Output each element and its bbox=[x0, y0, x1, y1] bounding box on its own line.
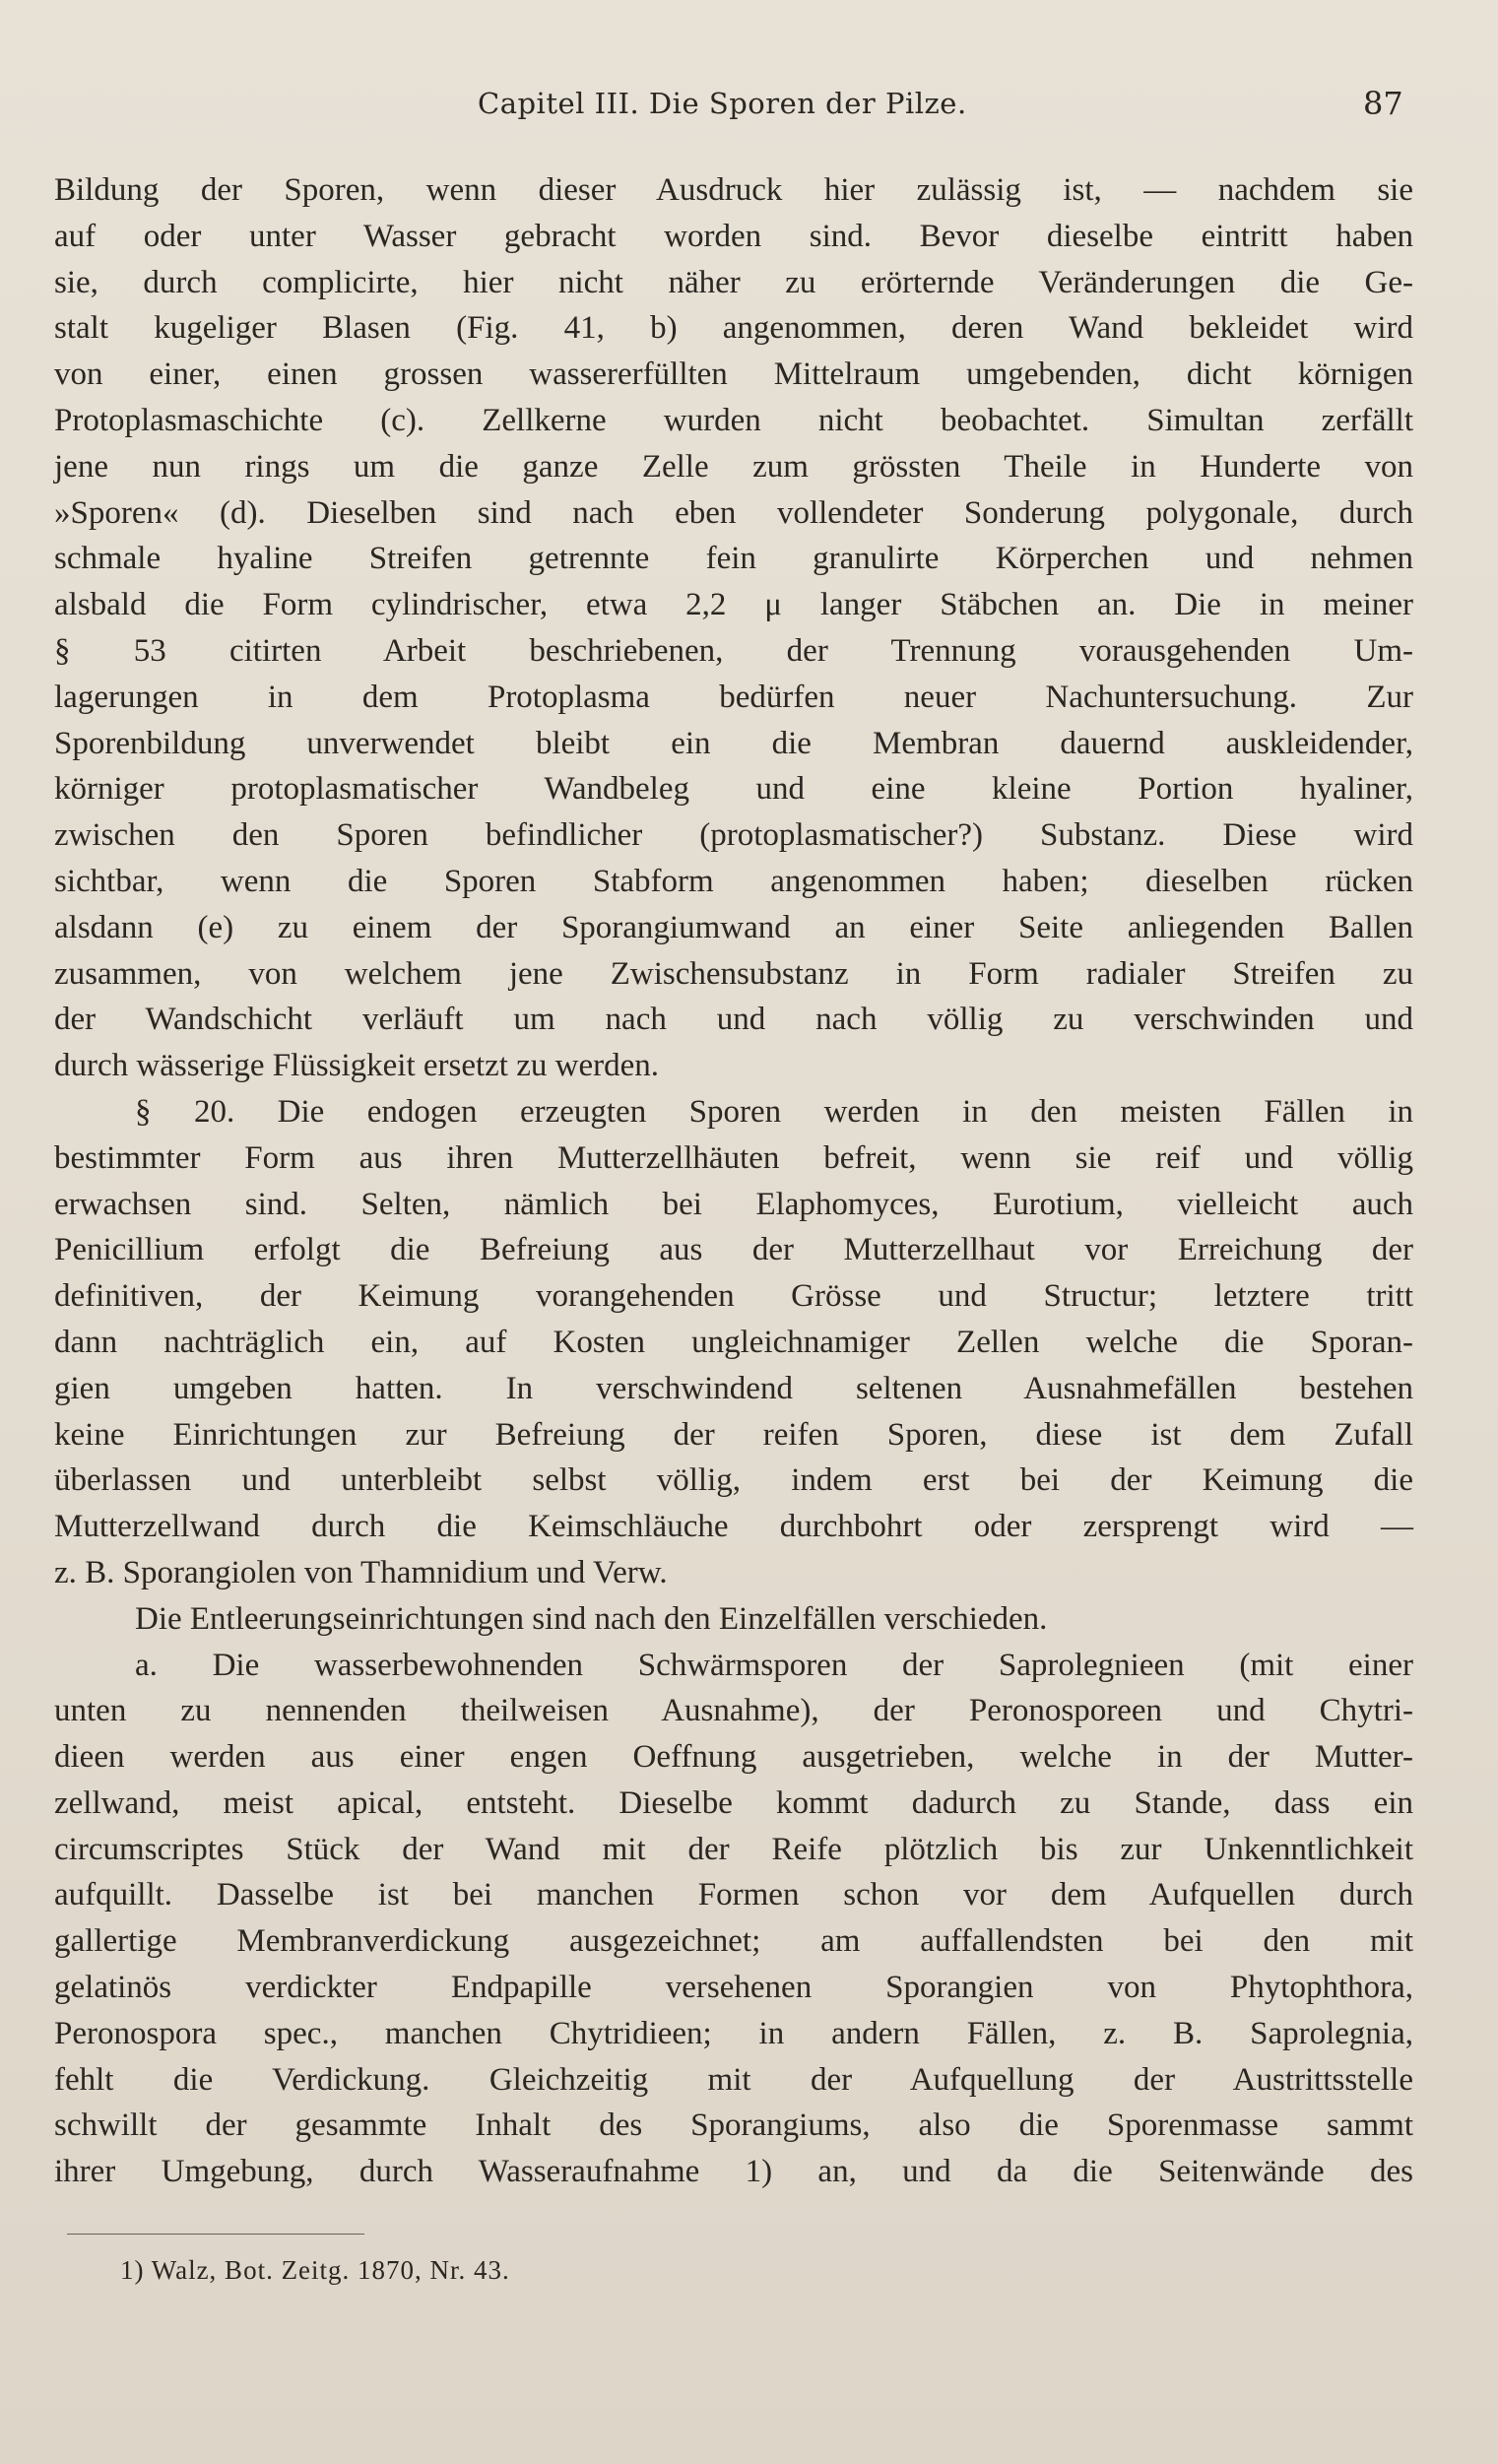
text-line: schmale hyaline Streifen getrennte fein granulirte Körperchen und nehmen bbox=[54, 541, 1413, 577]
text-line: Sporenbildung unverwendet bleibt ein die Membran dauernd auskleidender, bbox=[54, 725, 1413, 761]
page-number: 87 bbox=[1363, 85, 1403, 122]
footnote-text: Walz, Bot. Zeitg. 1870, Nr. 43. bbox=[151, 2255, 510, 2285]
text-line: Penicillium erfolgt die Befreiung aus der Mutterzellhaut vor Erreichung der bbox=[54, 1232, 1413, 1268]
text-line: erwachsen sind. Selten, nämlich bei Elaphomyces, Eurotium, vielleicht auch bbox=[54, 1186, 1413, 1222]
paragraph-line: a. Die wasserbewohnenden Schwärmsporen der Saprolegnieen (mit einer bbox=[135, 1647, 1413, 1683]
text-line: zellwand, meist apical, entsteht. Dieselbe kommt dadurch zu Stande, dass ein bbox=[54, 1784, 1413, 1821]
text-line: dieen werden aus einer engen Oeffnung ausgetrieben, welche in der Mutter- bbox=[54, 1739, 1413, 1776]
text-line: alsdann (e) zu einem der Sporangiumwand an einer Seite anliegenden Ballen bbox=[54, 909, 1413, 945]
text-line: der Wandschicht verläuft um nach und nach völlig zu verschwinden und bbox=[54, 1002, 1413, 1038]
text-line: ihrer Umgebung, durch Wasseraufnahme 1) an, und da die Seitenwände des bbox=[54, 2154, 1413, 2190]
text-line: von einer, einen grossen wassererfüllten Mittelraum umgebenden, dicht körnigen bbox=[54, 357, 1413, 393]
text-line: auf oder unter Wasser gebracht worden sind. Bevor dieselbe eintritt haben bbox=[54, 218, 1413, 254]
text-line: gelatinös verdickter Endpapille versehenen Sporangien von Phytophthora, bbox=[54, 1970, 1413, 2006]
text-line: Mutterzellwand durch die Keimschläuche durchbohrt oder zersprengt wird — bbox=[54, 1509, 1413, 1545]
text-line: unten zu nennenden theilweisen Ausnahme), der Peronosporeen und Chytri- bbox=[54, 1693, 1413, 1729]
text-line: »Sporen« (d). Dieselben sind nach eben vollendeter Sonderung polygonale, durch bbox=[54, 494, 1413, 531]
text-line: dann nachträglich ein, auf Kosten ungleichnamiger Zellen welche die Sporan- bbox=[54, 1324, 1413, 1360]
text-line: zusammen, von welchem jene Zwischensubstanz in Form radialer Streifen zu bbox=[54, 955, 1413, 992]
footnote bbox=[120, 2255, 510, 2286]
text-line: jene nun rings um die ganze Zelle zum grössten Theile in Hunderte von bbox=[54, 448, 1413, 485]
text-line: keine Einrichtungen zur Befreiung der reifen Sporen, diese ist dem Zufall bbox=[54, 1416, 1413, 1453]
text-line: körniger protoplasmatischer Wandbeleg und eine kleine Portion hyaliner, bbox=[54, 771, 1413, 808]
running-title: Capitel III. Die Sporen der Pilze. bbox=[478, 87, 967, 120]
text-line: gien umgeben hatten. In verschwindend seltenen Ausnahmefällen bestehen bbox=[54, 1370, 1413, 1406]
text-line: Protoplasmaschichte (c). Zellkerne wurden nicht beobachtet. Simultan zerfällt bbox=[54, 402, 1413, 438]
footnote-divider bbox=[67, 2234, 364, 2235]
text-line: überlassen und unterbleibt selbst völlig, indem erst bei der Keimung die bbox=[54, 1462, 1413, 1499]
text-line: aufquillt. Dasselbe ist bei manchen Formen schon vor dem Aufquellen durch bbox=[54, 1877, 1413, 1913]
footnote-marker: 1) bbox=[120, 2255, 145, 2285]
text-line: z. B. Sporangiolen von Thamnidium und Verw. bbox=[54, 1554, 668, 1590]
page-header bbox=[0, 87, 1498, 146]
text-line: sie, durch complicirte, hier nicht näher zu erörternde Veränderungen die Ge- bbox=[54, 264, 1413, 300]
text-line: stalt kugeliger Blasen (Fig. 41, b) angenommen, deren Wand bekleidet wird bbox=[54, 310, 1413, 347]
text-line: lagerungen in dem Protoplasma bedürfen neuer Nachuntersuchung. Zur bbox=[54, 679, 1413, 715]
text-line: Peronospora spec., manchen Chytridieen; in andern Fällen, z. B. Saprolegnia, bbox=[54, 2015, 1413, 2051]
text-line: § 53 citirten Arbeit beschriebenen, der Trennung vorausgehenden Um- bbox=[54, 632, 1413, 669]
text-line: zwischen den Sporen befindlicher (protoplasmatischer?) Substanz. Diese wird bbox=[54, 817, 1413, 854]
text-line: circumscriptes Stück der Wand mit der Reife plötzlich bis zur Unkenntlichkeit bbox=[54, 1831, 1413, 1867]
text-line: sichtbar, wenn die Sporen Stabform angenommen haben; dieselben rücken bbox=[54, 863, 1413, 899]
body-text bbox=[54, 167, 1413, 2195]
section-line: § 20. Die endogen erzeugten Sporen werden in den meisten Fällen in bbox=[135, 1093, 1413, 1130]
text-line: Bildung der Sporen, wenn dieser Ausdruck hier zulässig ist, — nachdem sie bbox=[54, 172, 1413, 208]
text-line: durch wässerige Flüssigkeit ersetzt zu werden. bbox=[54, 1048, 659, 1084]
text-line: bestimmter Form aus ihren Mutterzellhäuten befreit, wenn sie reif und völlig bbox=[54, 1139, 1413, 1176]
text-line: schwillt der gesammte Inhalt des Sporangiums, also die Sporenmasse sammt bbox=[54, 2107, 1413, 2144]
text-line: definitiven, der Keimung vorangehenden Grösse und Structur; letztere tritt bbox=[54, 1278, 1413, 1315]
text-line: fehlt die Verdickung. Gleichzeitig mit der Aufquellung der Austrittsstelle bbox=[54, 2061, 1413, 2098]
text-line: alsbald die Form cylindrischer, etwa 2,2 μ langer Stäbchen an. Die in meiner bbox=[54, 587, 1413, 623]
text-line: gallertige Membranverdickung ausgezeichnet; am auffallendsten bei den mit bbox=[54, 1923, 1413, 1960]
paragraph-line: Die Entleerungseinrichtungen sind nach den Einzelfällen verschieden. bbox=[135, 1600, 1048, 1637]
